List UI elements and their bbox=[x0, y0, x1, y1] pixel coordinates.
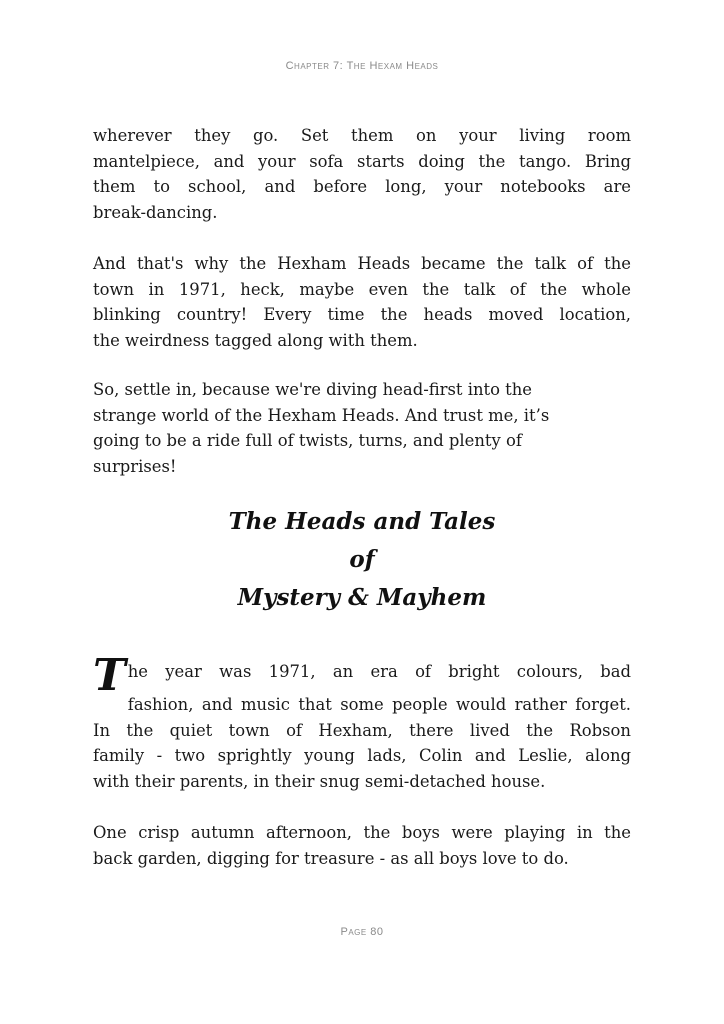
paragraph-1 bbox=[93, 123, 631, 225]
paragraph-2 bbox=[93, 251, 631, 353]
paragraph-line: wherever they go. Set them on your living room bbox=[93, 126, 631, 145]
section-heading-line: of bbox=[349, 546, 375, 573]
paragraph-3 bbox=[93, 377, 631, 479]
paragraph-line: blinking country! Every time the heads moved location, bbox=[93, 305, 631, 324]
paragraph-first-line bbox=[93, 650, 631, 701]
paragraph-line: family - two sprightly young lads, Colin and Leslie, along bbox=[93, 746, 631, 765]
paragraph-line: And that's why the Hexham Heads became the talk of the bbox=[93, 254, 631, 273]
paragraph-line: the weirdness tagged along with them. bbox=[93, 330, 418, 350]
paragraph-line: One crisp autumn afternoon, the boys were playing in the bbox=[93, 823, 631, 842]
paragraph-line: back garden, digging for treasure - as all boys love to do. bbox=[93, 848, 569, 868]
paragraph-line: them to school, and before long, your notebooks are bbox=[93, 177, 631, 196]
paragraph-4 bbox=[93, 652, 631, 794]
paragraph-line: going to be a ride full of twists, turns, and plenty of bbox=[93, 431, 522, 450]
paragraph-line: town in 1971, heck, maybe even the talk of the whole bbox=[93, 279, 631, 299]
section-heading-line: The Heads and Tales bbox=[228, 508, 496, 535]
paragraph-line: mantelpiece, and your sofa starts doing the tango. Bring bbox=[93, 151, 631, 171]
paragraph-line: strange world of the Hexham Heads. And trust me, it’s bbox=[93, 405, 550, 425]
section-heading bbox=[93, 503, 631, 617]
section-heading-line: Mystery & Mayhem bbox=[237, 584, 487, 611]
running-header: Chapter 7: The Hexam Heads bbox=[285, 60, 439, 72]
paragraph-line: So, settle in, because we're diving head-first into the bbox=[93, 380, 533, 399]
page-number: Page 80 bbox=[340, 926, 384, 938]
drop-cap: T bbox=[93, 650, 126, 701]
paragraph-line: In the quiet town of Hexham, there lived the Robson bbox=[93, 720, 631, 740]
paragraph-line: fashion, and music that some people would rather forget. bbox=[127, 695, 631, 714]
paragraph-line: surprises! bbox=[93, 456, 177, 476]
paragraph-line: break-dancing. bbox=[93, 202, 218, 222]
paragraph-line: with their parents, in their snug semi-detached house. bbox=[93, 771, 546, 791]
paragraph-line: he year was 1971, an era of bright colours, bad bbox=[127, 662, 631, 681]
paragraph-5 bbox=[93, 820, 631, 871]
